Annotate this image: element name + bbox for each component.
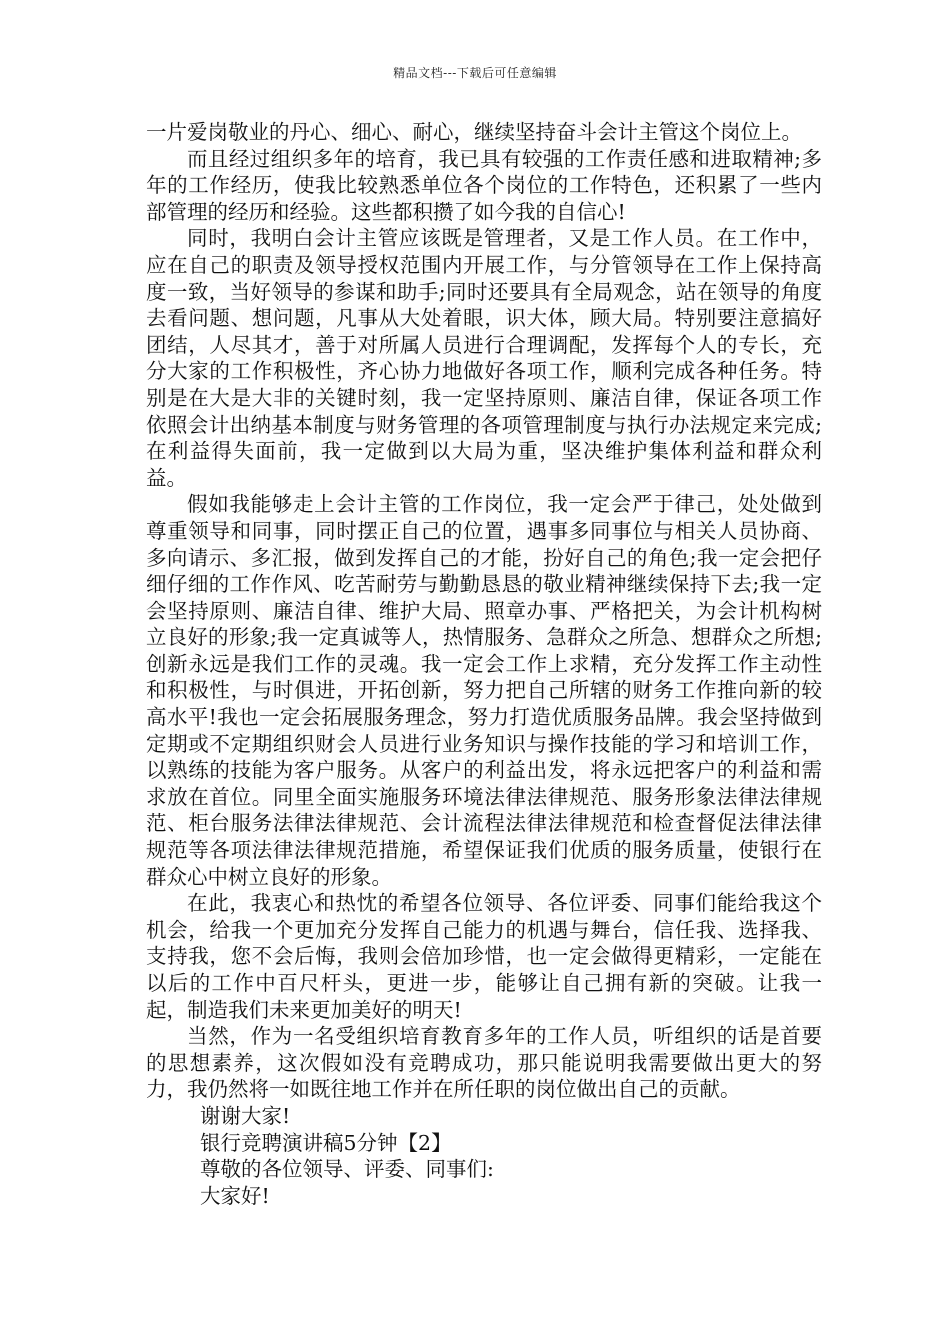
greeting-line: 大家好! bbox=[200, 1183, 270, 1208]
paragraph-commitment: 假如我能够走上会计主管的工作岗位，我一定会严于律己，处处做到尊重领导和同事，同时摆正自己的位置，遇事多同事位与相关人员协商、多向请示、多汇报，做到发挥自己的才能，扮好自己的角色;我一定会把仔细仔细的工作作风、吃苦耐劳与勤勤恳恳的敬业精神继续保持下去;我一定会坚持原则、廉洁自律、维护大局、照章办事、严格把关，为会计机构树立良好的形象;我一定真诚等人，热情服务、急群众之所急、想群众之所想;创新永远是我们工作的灵魂。我一定会工作上求精，充分发挥工作主动性和积极性，与时俱进，开拓创新，努力把自己所辖的财务工作推向新的较高水平!我也一定会拓展服务理念，努力打造优质服务品牌。我会坚持做到定期或不定期组织财会人员进行业务知识与操作技能的学习和培训工作，以熟练的技能为客户服务。从客户的利益出发，将永远把客户的利益和需求放在首位。同里全面实施服务环境法律法律规范、服务形象法律法律规范、柜台服务法律法律规范、会计流程法律法律规范和检查督促法律法律规范等各项法律法律规范措施，希望保证我们优质的服务质量，使银行在群众心中树立良好的形象。 bbox=[146, 492, 822, 889]
paragraph-request: 在此，我衷心和热忱的希望各位领导、各位评委、同事们能给我这个机会，给我一个更加充分发挥自己能力的机遇与舞台，信任我、选择我、支持我，您不会后悔，我则会倍加珍惜，也一定会做得更精彩，一定能在以后的工作中百尺杆头，更进一步，能够让自己拥有新的突破。让我一起，制造我们未来更加美好的明天! bbox=[146, 891, 822, 1022]
page-header: 精品文档---下载后可任意编辑 bbox=[393, 66, 557, 80]
paragraph-conclusion: 当然，作为一名受组织培育教育多年的工作人员，听组织的话是首要的思想素养，这次假如没有竞聘成功，那只能说明我需要做出更大的努力，我仍然将一如既往地工作并在所任职的岗位做出自己的贡献。 bbox=[146, 1024, 822, 1102]
section-title: 银行竞聘演讲稿5分钟【2】 bbox=[200, 1130, 452, 1155]
paragraph-role: 同时，我明白会计主管应该既是管理者，又是工作人员。在工作中，应在自己的职责及领导授权范围内开展工作，与分管领导在工作上保持高度一致，当好领导的参谋和助手;同时还要具有全局观念，站在领导的角度去看问题、想问题，凡事从大处着眼，识大体，顾大局。特别要注意搞好团结，人尽其才，善于对所属人员进行合理调配，发挥每个人的专长，充分大家的工作积极性，齐心协力地做好各项工作，顺利完成各种任务。特别是在大是大非的关键时刻，我一定坚持原则、廉洁自律，保证各项工作依照会计出纳基本制度与财务管理的各项管理制度与执行办法规定来完成;在利益得失面前，我一定做到以大局为重，坚决维护集体利益和群众利益。 bbox=[146, 226, 822, 490]
paragraph-experience: 而且经过组织多年的培育，我已具有较强的工作责任感和进取精神;多年的工作经历，使我比较熟悉单位各个岗位的工作特色，还积累了一些内部管理的经历和经验。这些都积攒了如今我的自信心! bbox=[146, 146, 822, 224]
salutation-line: 尊敬的各位领导、评委、同事们: bbox=[200, 1157, 494, 1182]
thanks-line: 谢谢大家! bbox=[200, 1103, 291, 1128]
document-body bbox=[146, 119, 822, 1209]
paragraph-continuation: 一片爱岗敬业的丹心、细心、耐心，继续坚持奋斗会计主管这个岗位上。 bbox=[146, 120, 802, 144]
